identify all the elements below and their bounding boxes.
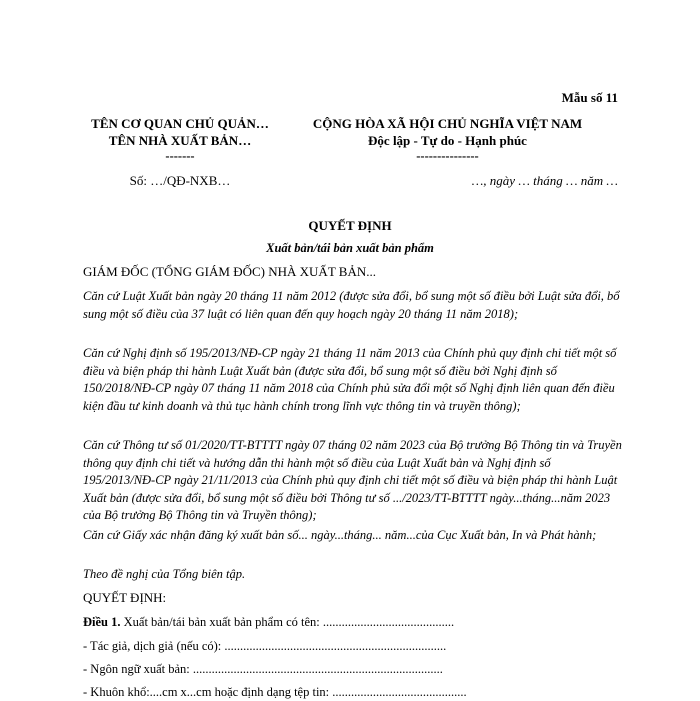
decision-heading: QUYẾT ĐỊNH: xyxy=(83,590,167,605)
header-left-rule: ------- xyxy=(165,149,195,163)
article-1-text: Xuất bản/tái bản xuất bản phẩm có tên: .......................................... xyxy=(120,615,455,629)
article-1-language: - Ngôn ngữ xuất bản: ................................................................................ xyxy=(83,662,443,676)
header-right-rule: --------------- xyxy=(416,149,479,163)
article-1-label: Điều 1. xyxy=(83,615,121,629)
agency-name: TÊN CƠ QUAN CHỦ QUẢN… xyxy=(91,116,269,131)
issuing-authority: GIÁM ĐỐC (TỔNG GIÁM ĐỐC) NHÀ XUẤT BẢN... xyxy=(83,264,376,279)
form-number: Mẫu số 11 xyxy=(561,90,618,105)
article-1 xyxy=(83,614,623,631)
preamble-circular: Căn cứ Thông tư số 01/2020/TT-BTTTT ngày 07 tháng 02 năm 2023 của Bộ trưởng Bộ Thông tin và Truyền thông quy định chi tiết và hướng dẫn thi hành một số điều của Luật Xuất bản và Nghị định số 195/2013/NĐ-CP ngày 21/11/2013 của Chính phủ quy định chi tiết một số điều và biện pháp thi hành Luật Xuất bản (được sửa đổi, bổ sung một số điều bởi Thông tư số .../2023/TT-BTTTT ngày...tháng...năm 2023 của Bộ trưởng Bộ Thông tin và Truyền thông); xyxy=(83,438,622,522)
publisher-name: TÊN NHÀ XUẤT BẢN… xyxy=(108,133,252,148)
date-line: …, ngày … tháng … năm … xyxy=(471,173,618,188)
preamble-proposal: Theo đề nghị của Tổng biên tập. xyxy=(83,567,246,581)
article-1-author: - Tác giả, dịch giả (nếu có): ....................................................................... xyxy=(83,639,447,653)
document-number: Số: …/QĐ-NXB… xyxy=(129,173,231,188)
preamble-registration: Căn cứ Giấy xác nhận đăng ký xuất bản số... ngày...tháng... năm...của Cục Xuất bản, In và Phát hành; xyxy=(83,528,597,542)
country-name: CỘNG HÒA XÃ HỘI CHỦ NGHĨA VIỆT NAM xyxy=(312,116,583,131)
preamble-law: Căn cứ Luật Xuất bản ngày 20 tháng 11 năm 2012 (được sửa đổi, bổ sung một số điều bởi Luật sửa đổi, bổ sung một số điều của 37 luật có liên quan đến quy hoạch ngày 20 tháng 11 năm 2018); xyxy=(83,289,620,321)
preamble-decree: Căn cứ Nghị định số 195/2013/NĐ-CP ngày 21 tháng 11 năm 2013 của Chính phủ quy định chi tiết một số điều và biện pháp thi hành Luật Xuất bản (được sửa đổi, bổ sung một số điều bởi Nghị định số 150/2018/NĐ-CP ngày 07 tháng 11 năm 2018 của Chính phủ sửa đổi một số Nghị định liên quan đến điều kiện đầu tư kinh doanh và thủ tục hành chính trong lĩnh vực thông tin và truyền thông); xyxy=(83,346,617,413)
national-motto: Độc lập - Tự do - Hạnh phúc xyxy=(368,133,527,148)
article-1-format: - Khuôn khổ:....cm x...cm hoặc định dạng tệp tin: ........................................... xyxy=(83,685,467,699)
document-title: QUYẾT ĐỊNH xyxy=(308,218,392,233)
document-subtitle: Xuất bản/tái bản xuất bản phẩm xyxy=(266,241,434,255)
